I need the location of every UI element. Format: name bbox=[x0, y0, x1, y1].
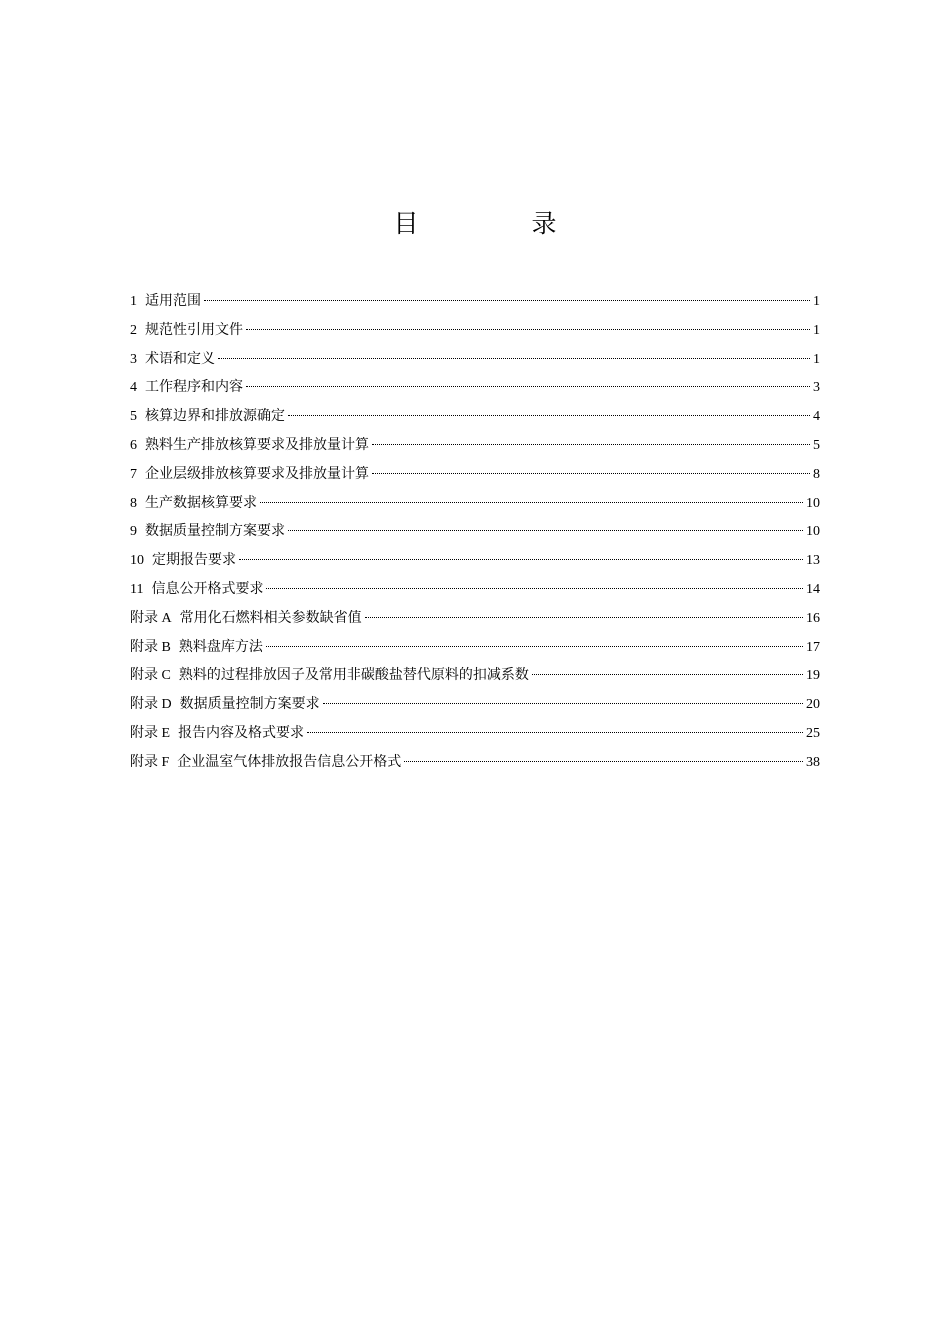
toc-entry-page: 10 bbox=[806, 495, 820, 511]
toc-entry-page: 10 bbox=[806, 524, 820, 540]
toc-entry[interactable] bbox=[130, 460, 820, 489]
toc-entry-title: 企业层级排放核算要求及排放量计算 bbox=[145, 465, 369, 482]
toc-entry-number: 7 bbox=[130, 466, 137, 482]
toc-entry-number: 附录 A bbox=[130, 610, 172, 626]
toc-entry-number: 附录 B bbox=[130, 639, 171, 655]
toc-entry[interactable] bbox=[130, 546, 820, 575]
toc-entry-title: 工作程序和内容 bbox=[145, 379, 243, 396]
toc-entry-number: 附录 C bbox=[130, 668, 171, 684]
toc-entry-title: 熟料盘库方法 bbox=[178, 638, 263, 655]
toc-entry-number: 2 bbox=[130, 322, 137, 338]
toc-entry-page: 3 bbox=[813, 380, 820, 396]
toc-entry-title: 报告内容及格式要求 bbox=[178, 724, 305, 741]
toc-dot-leader bbox=[204, 300, 810, 301]
toc-dot-leader bbox=[323, 703, 803, 704]
toc-entry[interactable] bbox=[130, 316, 820, 345]
toc-entry-number: 8 bbox=[130, 495, 137, 511]
toc-dot-leader bbox=[532, 674, 803, 675]
toc-entry-number: 4 bbox=[130, 380, 137, 396]
toc-dot-leader bbox=[260, 502, 803, 503]
toc-entry-page: 16 bbox=[806, 610, 820, 626]
toc-entry-title: 数据质量控制方案要求 bbox=[179, 696, 320, 713]
toc-entry-page: 38 bbox=[806, 754, 820, 770]
toc-entry-title: 核算边界和排放源确定 bbox=[145, 408, 285, 425]
toc-dot-leader bbox=[288, 415, 810, 416]
toc-entry-page: 1 bbox=[813, 294, 820, 309]
toc-entry[interactable] bbox=[130, 633, 820, 662]
toc-entry[interactable] bbox=[130, 690, 820, 719]
toc-entry[interactable] bbox=[130, 575, 820, 604]
toc-dot-leader bbox=[288, 530, 803, 531]
toc-entry-page: 4 bbox=[813, 409, 820, 425]
toc-entry[interactable] bbox=[130, 517, 820, 546]
toc-entry-title: 熟料的过程排放因子及常用非碳酸盐替代原料的扣减系数 bbox=[178, 667, 529, 684]
toc-entry-page: 17 bbox=[806, 639, 820, 655]
toc-entry-title: 规范性引用文件 bbox=[145, 321, 243, 338]
toc-entry-page: 13 bbox=[806, 553, 820, 569]
toc-entry-number: 11 bbox=[130, 581, 144, 597]
table-of-contents bbox=[130, 287, 820, 777]
toc-entry[interactable] bbox=[130, 373, 820, 402]
toc-entry-title: 企业温室气体排放报告信息公开格式 bbox=[177, 753, 402, 770]
toc-dot-leader bbox=[239, 559, 803, 560]
toc-title: 目 录 bbox=[393, 209, 601, 238]
toc-entry-page: 5 bbox=[813, 437, 820, 453]
toc-entry[interactable] bbox=[130, 604, 820, 633]
toc-entry-number: 附录 F bbox=[130, 754, 170, 770]
toc-entry-number: 附录 E bbox=[130, 725, 171, 741]
toc-entry-title: 信息公开格式要求 bbox=[151, 580, 264, 597]
toc-entry-title: 术语和定义 bbox=[145, 350, 215, 367]
toc-entry[interactable] bbox=[130, 748, 820, 777]
toc-entry[interactable] bbox=[130, 661, 820, 690]
toc-dot-leader bbox=[365, 617, 803, 618]
toc-entry-title: 适用范围 bbox=[145, 293, 201, 309]
toc-entry-title: 定期报告要求 bbox=[152, 552, 236, 569]
toc-entry-page: 1 bbox=[813, 351, 820, 367]
toc-entry[interactable] bbox=[130, 345, 820, 374]
toc-entry-page: 14 bbox=[806, 581, 820, 597]
toc-entry-number: 附录 D bbox=[130, 697, 172, 713]
toc-dot-leader bbox=[218, 358, 810, 359]
toc-entry-page: 1 bbox=[813, 322, 820, 338]
toc-entry-page: 25 bbox=[806, 725, 820, 741]
toc-dot-leader bbox=[266, 646, 803, 647]
toc-dot-leader bbox=[372, 473, 810, 474]
toc-dot-leader bbox=[404, 761, 803, 762]
toc-entry-page: 8 bbox=[813, 466, 820, 482]
toc-dot-leader bbox=[307, 732, 803, 733]
toc-entry-number: 5 bbox=[130, 409, 137, 425]
toc-entry-number: 3 bbox=[130, 351, 137, 367]
toc-entry-number: 6 bbox=[130, 437, 137, 453]
toc-entry[interactable] bbox=[130, 431, 820, 460]
toc-entry[interactable] bbox=[130, 489, 820, 518]
toc-entry[interactable] bbox=[130, 287, 820, 316]
toc-entry-number: 10 bbox=[130, 553, 144, 569]
toc-entry-title: 常用化石燃料相关参数缺省值 bbox=[179, 609, 362, 626]
toc-entry-title: 生产数据核算要求 bbox=[145, 494, 257, 511]
toc-dot-leader bbox=[372, 444, 810, 445]
toc-entry-page: 20 bbox=[806, 697, 820, 713]
toc-dot-leader bbox=[266, 588, 803, 589]
toc-entry-number: 1 bbox=[130, 294, 137, 309]
toc-dot-leader bbox=[246, 386, 810, 387]
toc-entry-page: 19 bbox=[806, 668, 820, 684]
toc-entry-title: 熟料生产排放核算要求及排放量计算 bbox=[145, 436, 369, 453]
toc-entry-number: 9 bbox=[130, 524, 137, 540]
toc-dot-leader bbox=[246, 329, 810, 330]
toc-entry[interactable] bbox=[130, 719, 820, 748]
toc-entry-title: 数据质量控制方案要求 bbox=[145, 523, 285, 540]
toc-entry[interactable] bbox=[130, 402, 820, 431]
